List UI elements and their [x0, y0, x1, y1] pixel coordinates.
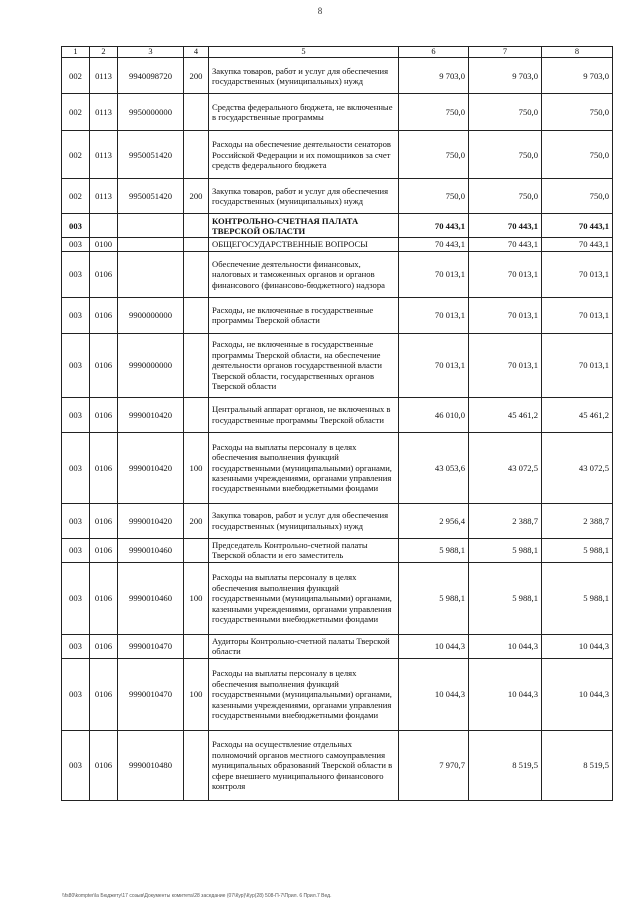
description-cell: Обеспечение деятельности финансовых, налоговых и таможенных органов и органов финансового (финансово-бюджетного) надзора: [209, 251, 399, 297]
expense-type-cell: [184, 251, 209, 297]
amount-year3-cell: 10 044,3: [542, 658, 613, 730]
description-cell: Центральный аппарат органов, не включенных в государственные программы Тверской области: [209, 397, 399, 432]
table-row: [62, 238, 613, 251]
amount-year1-cell: 7 970,7: [399, 730, 469, 800]
amount-year3-cell: 43 072,5: [542, 432, 613, 503]
amount-year1-cell: 5 988,1: [399, 562, 469, 634]
section-code-cell: 0106: [90, 251, 118, 297]
table-row: [62, 131, 613, 179]
admin-code-cell: 003: [62, 432, 90, 503]
admin-code-cell: 003: [62, 214, 90, 238]
expense-type-cell: [184, 131, 209, 179]
amount-year3-cell: 70 013,1: [542, 297, 613, 333]
description-cell: Закупка товаров, работ и услуг для обеспечения государственных (муниципальных) нужд: [209, 179, 399, 214]
amount-year3-cell: 70 443,1: [542, 214, 613, 238]
admin-code-cell: 002: [62, 131, 90, 179]
expense-type-cell: [184, 634, 209, 658]
file-path-footer: \\fs80\kompter\la Бюджету\17 созыв\Документы комитета\28 заседание (07\Кур)\Кур(28) 508-П-7\Прил. 6 Прил.7 Вед.: [62, 893, 332, 899]
expense-type-cell: [184, 238, 209, 251]
section-code-cell: 0106: [90, 503, 118, 538]
amount-year2-cell: 8 519,5: [469, 730, 542, 800]
header-cell: 3: [118, 47, 184, 58]
target-article-cell: 9990010420: [118, 397, 184, 432]
amount-year3-cell: 10 044,3: [542, 634, 613, 658]
expense-type-cell: [184, 94, 209, 131]
description-cell: КОНТРОЛЬНО-СЧЕТНАЯ ПАЛАТА ТВЕРСКОЙ ОБЛАСТИ: [209, 214, 399, 238]
table-row: [62, 214, 613, 238]
target-article-cell: 9990010460: [118, 538, 184, 562]
amount-year3-cell: 70 443,1: [542, 238, 613, 251]
header-cell: 2: [90, 47, 118, 58]
description-cell: Расходы на обеспечение деятельности сенаторов Российской Федерации и их помощников за счет средств федерального бюджета: [209, 131, 399, 179]
target-article-cell: 9990010460: [118, 562, 184, 634]
description-cell: Расходы на выплаты персоналу в целях обеспечения выполнения функций государственными (муниципальными) органами, казенными учреждениями, органами управления государственными внебюджетными фондами: [209, 562, 399, 634]
table-row: [62, 297, 613, 333]
admin-code-cell: 003: [62, 634, 90, 658]
expense-type-cell: [184, 730, 209, 800]
amount-year3-cell: 70 013,1: [542, 333, 613, 397]
section-code-cell: 0106: [90, 730, 118, 800]
amount-year2-cell: 2 388,7: [469, 503, 542, 538]
target-article-cell: [118, 214, 184, 238]
header-cell: 4: [184, 47, 209, 58]
table-row: [62, 562, 613, 634]
target-article-cell: 9990010480: [118, 730, 184, 800]
description-cell: Средства федерального бюджета, не включенные в государственные программы: [209, 94, 399, 131]
amount-year2-cell: 70 013,1: [469, 333, 542, 397]
amount-year2-cell: 43 072,5: [469, 432, 542, 503]
budget-table: [61, 46, 613, 801]
description-cell: Расходы на осуществление отдельных полномочий органов местного самоуправления муниципальных образований Тверской области в сфере внешнего муниципального финансового контроля: [209, 730, 399, 800]
table-row: [62, 94, 613, 131]
target-article-cell: 9950000000: [118, 94, 184, 131]
description-cell: Председатель Контрольно-счетной палаты Тверской области и его заместитель: [209, 538, 399, 562]
amount-year3-cell: 45 461,2: [542, 397, 613, 432]
admin-code-cell: 003: [62, 238, 90, 251]
target-article-cell: 9940098720: [118, 58, 184, 94]
amount-year3-cell: 750,0: [542, 131, 613, 179]
amount-year2-cell: 9 703,0: [469, 58, 542, 94]
amount-year1-cell: 10 044,3: [399, 634, 469, 658]
section-code-cell: 0106: [90, 658, 118, 730]
header-cell: 5: [209, 47, 399, 58]
table-row: [62, 538, 613, 562]
table-row: [62, 432, 613, 503]
table-row: [62, 179, 613, 214]
admin-code-cell: 002: [62, 179, 90, 214]
target-article-cell: 9990010420: [118, 503, 184, 538]
amount-year2-cell: 70 013,1: [469, 297, 542, 333]
table-row: [62, 251, 613, 297]
header-cell: 7: [469, 47, 542, 58]
description-cell: Расходы, не включенные в государственные программы Тверской области: [209, 297, 399, 333]
admin-code-cell: 003: [62, 538, 90, 562]
section-code-cell: 0106: [90, 297, 118, 333]
admin-code-cell: 003: [62, 730, 90, 800]
description-cell: Закупка товаров, работ и услуг для обеспечения государственных (муниципальных) нужд: [209, 503, 399, 538]
expense-type-cell: [184, 297, 209, 333]
amount-year3-cell: 2 388,7: [542, 503, 613, 538]
amount-year2-cell: 70 443,1: [469, 214, 542, 238]
amount-year3-cell: 5 988,1: [542, 562, 613, 634]
amount-year2-cell: 5 988,1: [469, 538, 542, 562]
amount-year3-cell: 750,0: [542, 179, 613, 214]
amount-year1-cell: 70 013,1: [399, 297, 469, 333]
amount-year1-cell: 70 443,1: [399, 214, 469, 238]
amount-year1-cell: 46 010,0: [399, 397, 469, 432]
table-row: [62, 58, 613, 94]
admin-code-cell: 002: [62, 94, 90, 131]
target-article-cell: 9990010470: [118, 634, 184, 658]
description-cell: Расходы, не включенные в государственные программы Тверской области, на обеспечение деятельности органов государственной власти Тверской области, государственных органов Тверской области: [209, 333, 399, 397]
section-code-cell: 0106: [90, 397, 118, 432]
description-cell: Аудиторы Контрольно-счетной палаты Тверской области: [209, 634, 399, 658]
section-code-cell: 0113: [90, 179, 118, 214]
target-article-cell: 9900000000: [118, 297, 184, 333]
admin-code-cell: 003: [62, 297, 90, 333]
header-cell: 8: [542, 47, 613, 58]
amount-year2-cell: 10 044,3: [469, 634, 542, 658]
section-code-cell: 0100: [90, 238, 118, 251]
amount-year2-cell: 10 044,3: [469, 658, 542, 730]
expense-type-cell: [184, 397, 209, 432]
section-code-cell: 0106: [90, 634, 118, 658]
target-article-cell: 9950051420: [118, 179, 184, 214]
admin-code-cell: 003: [62, 503, 90, 538]
section-code-cell: 0106: [90, 333, 118, 397]
section-code-cell: 0113: [90, 58, 118, 94]
target-article-cell: 9990000000: [118, 333, 184, 397]
section-code-cell: 0113: [90, 94, 118, 131]
header-cell: 6: [399, 47, 469, 58]
expense-type-cell: 100: [184, 432, 209, 503]
admin-code-cell: 003: [62, 562, 90, 634]
amount-year1-cell: 750,0: [399, 131, 469, 179]
expense-type-cell: 200: [184, 503, 209, 538]
amount-year3-cell: 8 519,5: [542, 730, 613, 800]
section-code-cell: 0113: [90, 131, 118, 179]
admin-code-cell: 003: [62, 397, 90, 432]
table-row: [62, 634, 613, 658]
section-code-cell: 0106: [90, 432, 118, 503]
amount-year2-cell: 750,0: [469, 131, 542, 179]
amount-year1-cell: 9 703,0: [399, 58, 469, 94]
amount-year2-cell: 70 013,1: [469, 251, 542, 297]
section-code-cell: [90, 214, 118, 238]
page-number: 8: [317, 6, 323, 16]
target-article-cell: 9990010470: [118, 658, 184, 730]
section-code-cell: 0106: [90, 562, 118, 634]
description-cell: ОБЩЕГОСУДАРСТВЕННЫЕ ВОПРОСЫ: [209, 238, 399, 251]
amount-year2-cell: 5 988,1: [469, 562, 542, 634]
table-header-row: [62, 47, 613, 58]
expense-type-cell: 200: [184, 58, 209, 94]
table-row: [62, 397, 613, 432]
amount-year1-cell: 70 013,1: [399, 333, 469, 397]
amount-year1-cell: 5 988,1: [399, 538, 469, 562]
table-row: [62, 730, 613, 800]
amount-year2-cell: 70 443,1: [469, 238, 542, 251]
amount-year3-cell: 750,0: [542, 94, 613, 131]
amount-year2-cell: 750,0: [469, 94, 542, 131]
expense-type-cell: 100: [184, 658, 209, 730]
amount-year3-cell: 9 703,0: [542, 58, 613, 94]
amount-year1-cell: 43 053,6: [399, 432, 469, 503]
expense-type-cell: [184, 214, 209, 238]
amount-year1-cell: 2 956,4: [399, 503, 469, 538]
target-article-cell: 9950051420: [118, 131, 184, 179]
expense-type-cell: [184, 538, 209, 562]
admin-code-cell: 003: [62, 251, 90, 297]
header-cell: 1: [62, 47, 90, 58]
description-cell: Расходы на выплаты персоналу в целях обеспечения выполнения функций государственными (муниципальными) органами, казенными учреждениями, органами управления государственными внебюджетными фондами: [209, 658, 399, 730]
amount-year2-cell: 45 461,2: [469, 397, 542, 432]
expense-type-cell: 100: [184, 562, 209, 634]
table-row: [62, 658, 613, 730]
amount-year2-cell: 750,0: [469, 179, 542, 214]
amount-year3-cell: 5 988,1: [542, 538, 613, 562]
section-code-cell: 0106: [90, 538, 118, 562]
table-row: [62, 333, 613, 397]
target-article-cell: [118, 238, 184, 251]
amount-year1-cell: 10 044,3: [399, 658, 469, 730]
admin-code-cell: 003: [62, 333, 90, 397]
description-cell: Закупка товаров, работ и услуг для обеспечения государственных (муниципальных) нужд: [209, 58, 399, 94]
amount-year1-cell: 70 013,1: [399, 251, 469, 297]
table-row: [62, 503, 613, 538]
description-cell: Расходы на выплаты персоналу в целях обеспечения выполнения функций государственными (муниципальными) органами, казенными учреждениями, органами управления государственными внебюджетными фондами: [209, 432, 399, 503]
amount-year1-cell: 750,0: [399, 179, 469, 214]
target-article-cell: 9990010420: [118, 432, 184, 503]
admin-code-cell: 003: [62, 658, 90, 730]
expense-type-cell: [184, 333, 209, 397]
amount-year1-cell: 70 443,1: [399, 238, 469, 251]
amount-year3-cell: 70 013,1: [542, 251, 613, 297]
target-article-cell: [118, 251, 184, 297]
admin-code-cell: 002: [62, 58, 90, 94]
amount-year1-cell: 750,0: [399, 94, 469, 131]
expense-type-cell: 200: [184, 179, 209, 214]
